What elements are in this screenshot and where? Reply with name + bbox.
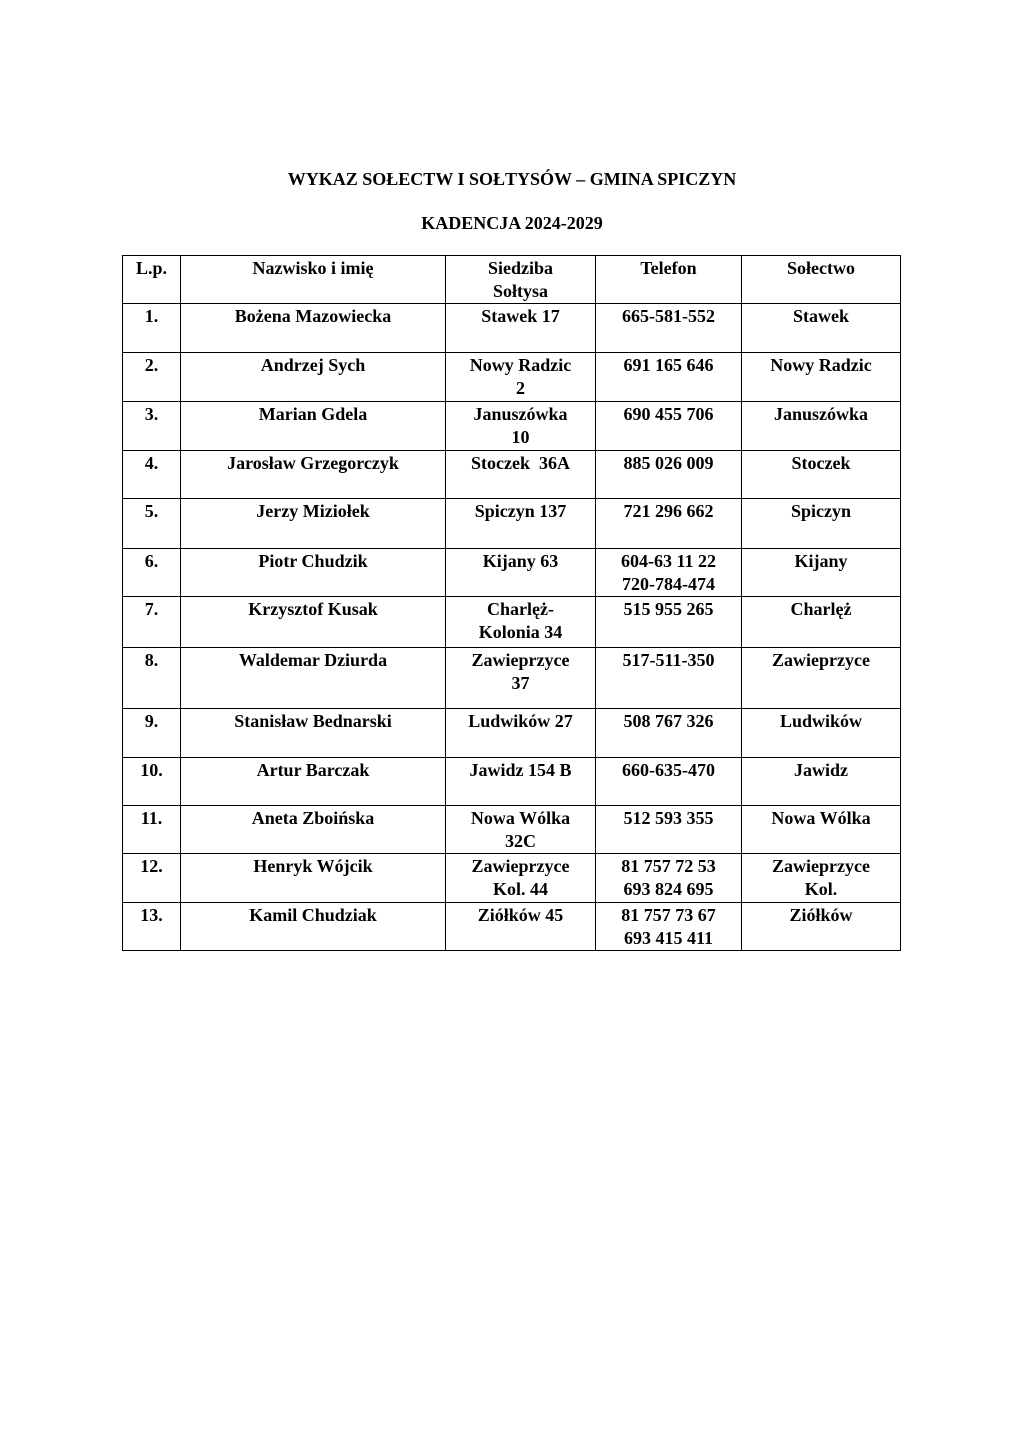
table-row bbox=[123, 402, 901, 451]
row-number: 5. bbox=[123, 499, 181, 549]
header-village: Sołectwo bbox=[742, 256, 901, 304]
row-phone: 512 593 355 bbox=[596, 806, 742, 854]
row-name: Kamil Chudziak bbox=[181, 903, 446, 951]
row-phone: 81 757 72 53 693 824 695 bbox=[596, 854, 742, 903]
table-row bbox=[123, 597, 901, 648]
row-number: 12. bbox=[123, 854, 181, 903]
row-phone: 508 767 326 bbox=[596, 709, 742, 758]
table-row bbox=[123, 806, 901, 854]
row-number: 6. bbox=[123, 549, 181, 597]
row-phone: 515 955 265 bbox=[596, 597, 742, 648]
row-name: Waldemar Dziurda bbox=[181, 648, 446, 709]
row-number: 3. bbox=[123, 402, 181, 451]
row-address: Nowa Wólka 32C bbox=[446, 806, 596, 854]
row-number: 9. bbox=[123, 709, 181, 758]
table-header-row bbox=[123, 256, 901, 304]
row-village: Zawieprzyce Kol. bbox=[742, 854, 901, 903]
row-phone: 81 757 73 67 693 415 411 bbox=[596, 903, 742, 951]
row-village: Nowa Wólka bbox=[742, 806, 901, 854]
row-number: 2. bbox=[123, 353, 181, 402]
row-village: Zawieprzyce bbox=[742, 648, 901, 709]
row-address: Jawidz 154 B bbox=[446, 758, 596, 806]
row-village: Januszówka bbox=[742, 402, 901, 451]
header-name: Nazwisko i imię bbox=[181, 256, 446, 304]
document-subtitle: KADENCJA 2024-2029 bbox=[421, 213, 603, 233]
table-row bbox=[123, 854, 901, 903]
row-address: Zawieprzyce Kol. 44 bbox=[446, 854, 596, 903]
row-phone: 690 455 706 bbox=[596, 402, 742, 451]
table-row bbox=[123, 499, 901, 549]
row-address: Charlęż- Kolonia 34 bbox=[446, 597, 596, 648]
header-phone: Telefon bbox=[596, 256, 742, 304]
row-name: Krzysztof Kusak bbox=[181, 597, 446, 648]
row-village: Ludwików bbox=[742, 709, 901, 758]
row-phone: 721 296 662 bbox=[596, 499, 742, 549]
row-number: 4. bbox=[123, 451, 181, 499]
row-name: Jerzy Miziołek bbox=[181, 499, 446, 549]
row-name: Jarosław Grzegorczyk bbox=[181, 451, 446, 499]
table-row bbox=[123, 648, 901, 709]
row-phone: 660-635-470 bbox=[596, 758, 742, 806]
row-village: Spiczyn bbox=[742, 499, 901, 549]
row-phone: 604-63 11 22 720-784-474 bbox=[596, 549, 742, 597]
table-row bbox=[123, 903, 901, 951]
row-phone: 885 026 009 bbox=[596, 451, 742, 499]
row-number: 11. bbox=[123, 806, 181, 854]
row-name: Artur Barczak bbox=[181, 758, 446, 806]
row-phone: 517-511-350 bbox=[596, 648, 742, 709]
row-phone: 665-581-552 bbox=[596, 304, 742, 353]
row-name: Bożena Mazowiecka bbox=[181, 304, 446, 353]
row-village: Nowy Radzic bbox=[742, 353, 901, 402]
row-address: Stoczek 36A bbox=[446, 451, 596, 499]
row-address: Kijany 63 bbox=[446, 549, 596, 597]
row-village: Ziółków bbox=[742, 903, 901, 951]
row-phone: 691 165 646 bbox=[596, 353, 742, 402]
row-village: Stawek bbox=[742, 304, 901, 353]
table-row bbox=[123, 709, 901, 758]
row-village: Jawidz bbox=[742, 758, 901, 806]
row-name: Aneta Zboińska bbox=[181, 806, 446, 854]
row-name: Piotr Chudzik bbox=[181, 549, 446, 597]
header-address: Siedziba Sołtysa bbox=[446, 256, 596, 304]
table-row bbox=[123, 353, 901, 402]
row-village: Kijany bbox=[742, 549, 901, 597]
table-row bbox=[123, 549, 901, 597]
row-number: 1. bbox=[123, 304, 181, 353]
row-name: Andrzej Sych bbox=[181, 353, 446, 402]
table-row bbox=[123, 451, 901, 499]
row-village: Charlęż bbox=[742, 597, 901, 648]
row-name: Marian Gdela bbox=[181, 402, 446, 451]
row-address: Nowy Radzic 2 bbox=[446, 353, 596, 402]
row-number: 8. bbox=[123, 648, 181, 709]
row-address: Stawek 17 bbox=[446, 304, 596, 353]
row-number: 10. bbox=[123, 758, 181, 806]
soltys-table bbox=[122, 255, 901, 951]
table-row bbox=[123, 304, 901, 353]
row-number: 7. bbox=[123, 597, 181, 648]
row-address: Zawieprzyce 37 bbox=[446, 648, 596, 709]
row-name: Stanisław Bednarski bbox=[181, 709, 446, 758]
row-name: Henryk Wójcik bbox=[181, 854, 446, 903]
document-title: WYKAZ SOŁECTW I SOŁTYSÓW – GMINA SPICZYN bbox=[287, 169, 737, 189]
row-address: Ziółków 45 bbox=[446, 903, 596, 951]
row-address: Januszówka 10 bbox=[446, 402, 596, 451]
header-lp: L.p. bbox=[123, 256, 181, 304]
row-village: Stoczek bbox=[742, 451, 901, 499]
table-row bbox=[123, 758, 901, 806]
row-address: Ludwików 27 bbox=[446, 709, 596, 758]
row-address: Spiczyn 137 bbox=[446, 499, 596, 549]
row-number: 13. bbox=[123, 903, 181, 951]
